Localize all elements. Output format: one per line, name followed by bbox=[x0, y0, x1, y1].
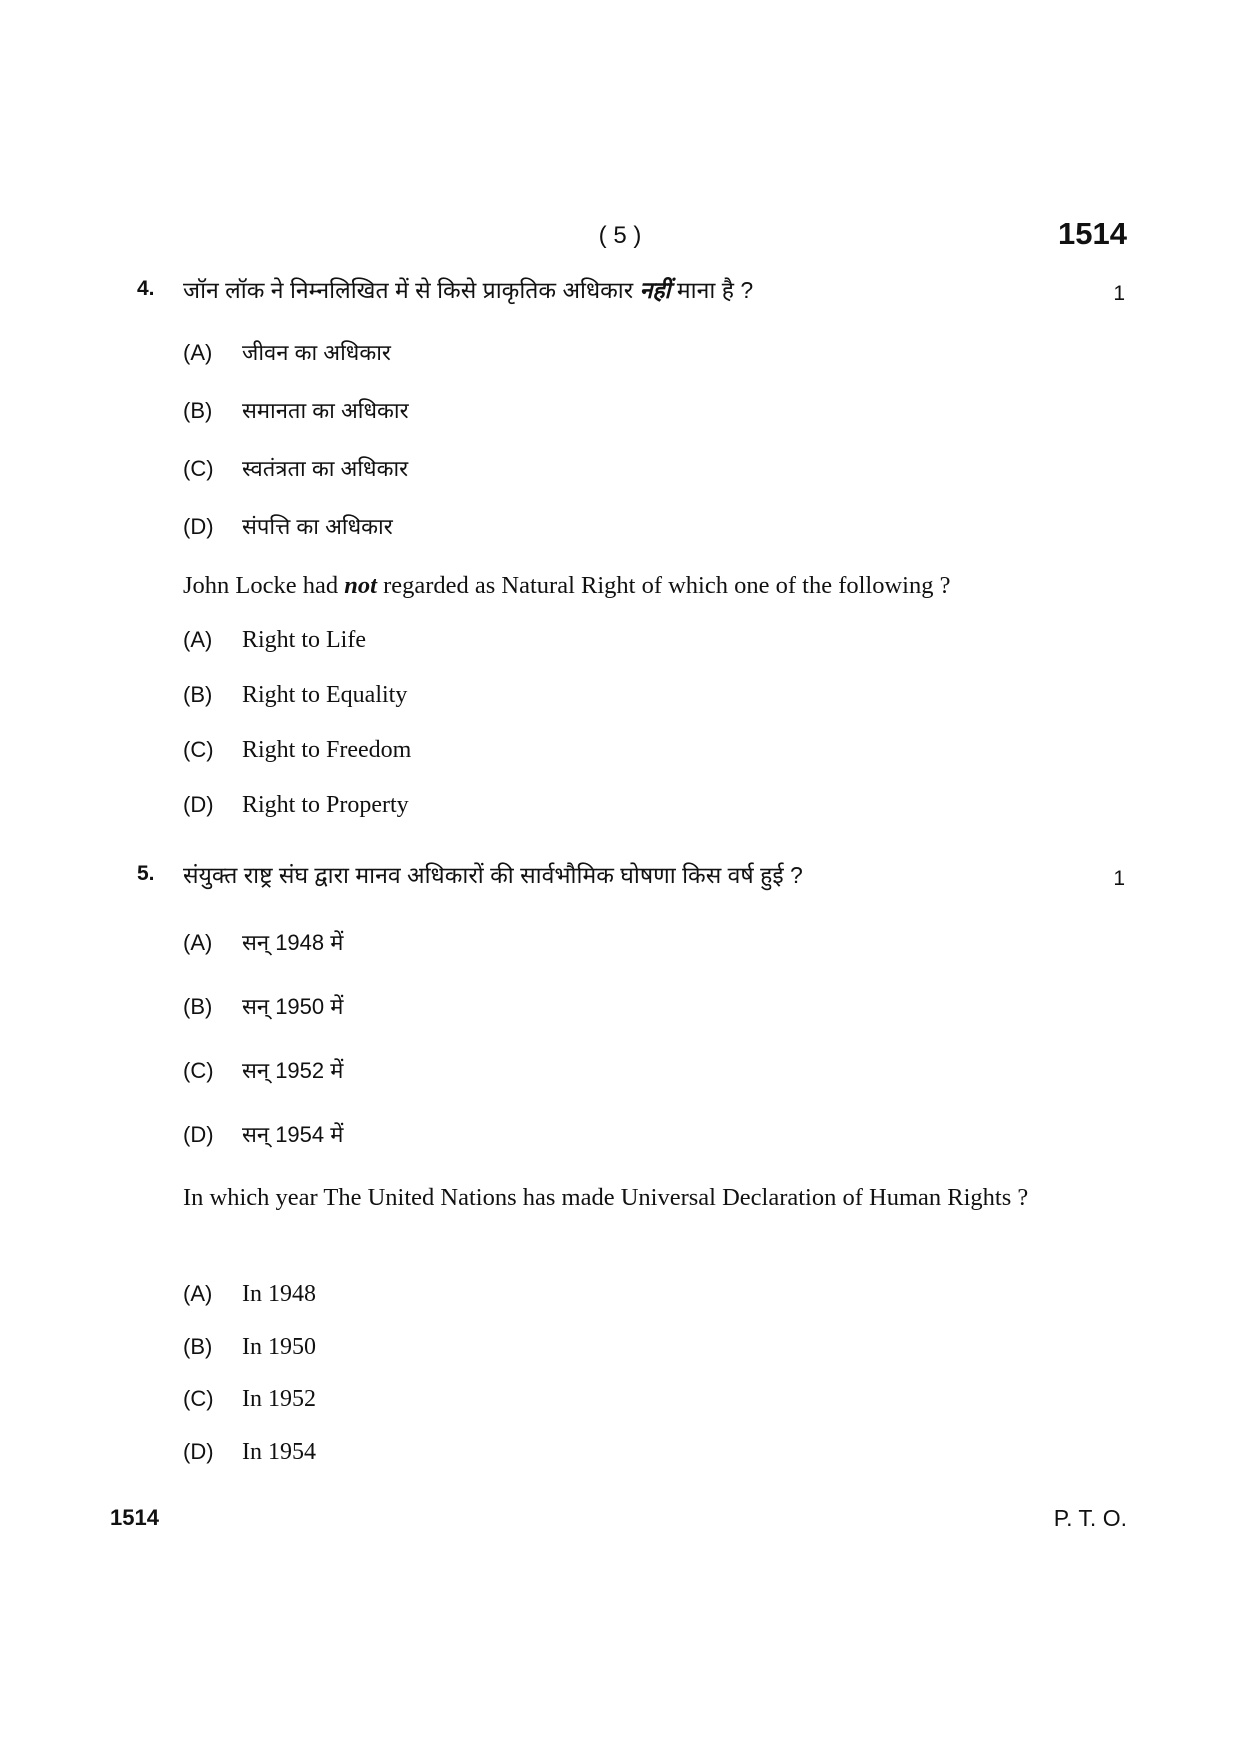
question-english-part: John Locke had bbox=[183, 572, 345, 599]
option-label: (B) bbox=[183, 994, 213, 1019]
option-label: (B) bbox=[183, 398, 213, 423]
option-hindi bbox=[183, 511, 393, 541]
option-label: (D) bbox=[183, 792, 214, 817]
option-text: In 1952 bbox=[242, 1386, 316, 1412]
option-hindi bbox=[183, 1055, 343, 1085]
option-label: (A) bbox=[183, 930, 213, 955]
question-hindi-text: संयुक्त राष्ट्र संघ द्वारा मानव अधिकारों की सार्वभौमिक घोषणा किस वर्ष हुई ? bbox=[183, 862, 803, 888]
option-label: (C) bbox=[183, 1386, 214, 1411]
option-label: (A) bbox=[183, 627, 213, 652]
option-hindi bbox=[183, 337, 391, 367]
option-label: (A) bbox=[183, 1281, 213, 1306]
option-label: (D) bbox=[183, 1439, 214, 1464]
question-number: 4. bbox=[137, 277, 155, 300]
question-marks: 1 bbox=[1113, 282, 1125, 305]
option-text: सन् 1952 में bbox=[242, 1058, 344, 1083]
option-text: Right to Life bbox=[242, 627, 366, 653]
option-english bbox=[183, 737, 411, 764]
option-english bbox=[183, 1386, 316, 1413]
option-text: स्वतंत्रता का अधिकार bbox=[242, 456, 409, 481]
option-english bbox=[183, 627, 366, 654]
question-hindi-part: जॉन लॉक ने निम्नलिखित में से किसे प्राकृतिक अधिकार bbox=[183, 277, 640, 303]
question-english-text bbox=[183, 572, 950, 600]
option-text: Right to Equality bbox=[242, 682, 408, 708]
question-number: 5. bbox=[137, 862, 155, 885]
option-english bbox=[183, 682, 407, 709]
option-text: In 1954 bbox=[242, 1439, 316, 1465]
option-label: (A) bbox=[183, 340, 213, 365]
option-english bbox=[183, 1281, 316, 1308]
option-label: (D) bbox=[183, 514, 214, 539]
option-hindi bbox=[183, 453, 408, 483]
page-number: ( 5 ) bbox=[598, 222, 642, 249]
question-hindi-part: माना है ? bbox=[670, 277, 754, 303]
option-text: In 1950 bbox=[242, 1334, 316, 1360]
option-hindi bbox=[183, 991, 343, 1021]
question-english-emphasis: not bbox=[344, 572, 377, 599]
question-hindi-emphasis: नहीं bbox=[639, 277, 671, 303]
option-english bbox=[183, 1439, 316, 1466]
option-label: (C) bbox=[183, 737, 214, 762]
paper-code-footer: 1514 bbox=[110, 1505, 159, 1530]
option-text: Right to Property bbox=[242, 792, 409, 818]
option-text: सन् 1950 में bbox=[242, 994, 344, 1019]
please-turn-over: P. T. O. bbox=[1053, 1505, 1127, 1531]
option-english bbox=[183, 792, 409, 819]
option-label: (C) bbox=[183, 456, 214, 481]
option-hindi bbox=[183, 927, 343, 957]
paper-code-header: 1514 bbox=[1058, 216, 1127, 251]
question-hindi-text bbox=[183, 273, 753, 305]
question-english-text: In which year The United Nations has made Universal Declaration of Human Rights ? bbox=[183, 1184, 1029, 1211]
option-label: (B) bbox=[183, 682, 213, 707]
option-text: संपत्ति का अधिकार bbox=[242, 514, 393, 539]
option-label: (C) bbox=[183, 1058, 214, 1083]
option-text: सन् 1948 में bbox=[242, 930, 344, 955]
option-english bbox=[183, 1334, 316, 1361]
option-text: जीवन का अधिकार bbox=[242, 340, 391, 365]
option-text: सन् 1954 में bbox=[242, 1122, 344, 1147]
question-english-part: regarded as Natural Right of which one of the following ? bbox=[376, 572, 951, 599]
option-hindi bbox=[183, 395, 409, 425]
option-text: Right to Freedom bbox=[242, 737, 412, 763]
option-hindi bbox=[183, 1119, 343, 1149]
option-label: (D) bbox=[183, 1122, 214, 1147]
option-label: (B) bbox=[183, 1334, 213, 1359]
question-marks: 1 bbox=[1113, 867, 1125, 890]
option-text: समानता का अधिकार bbox=[242, 398, 409, 423]
option-text: In 1948 bbox=[242, 1281, 316, 1307]
